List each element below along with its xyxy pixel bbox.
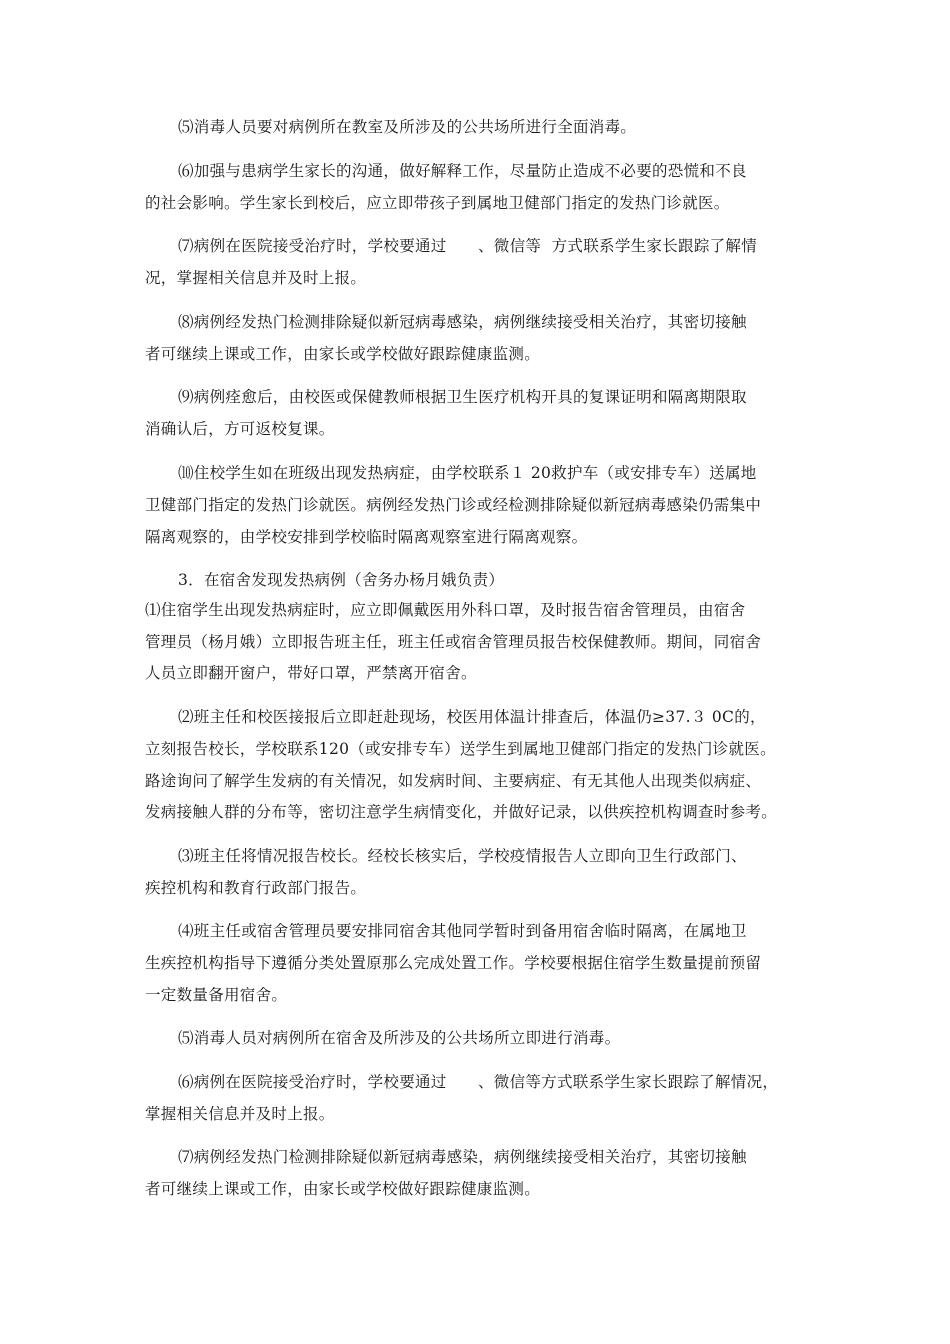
text-line: 疾控机构和教育行政部门报告。 — [145, 879, 367, 897]
text-line: 发病接触人群的分布等，密切注意学生病情变化，并做好记录，以供疾控机构调查时参考。 — [145, 803, 778, 821]
text-line: ⑸消毒人员对病例所在宿舍及所涉及的公共场所立即进行消毒。 — [178, 1029, 621, 1047]
text-line: 消确认后，方可返校复课。 — [145, 420, 335, 438]
text-line: ⑸消毒人员要对病例所在教室及所涉及的公共场所进行全面消毒。 — [178, 118, 637, 136]
text-line: ⑴住宿学生出现发热病症时，应立即佩戴医用外科口罩，及时报告宿舍管理员，由宿舍 — [145, 601, 746, 619]
text-line: 掌握相关信息并及时上报。 — [145, 1105, 335, 1123]
text-line: 生疾控机构指导下遵循分类处置原那么完成处置工作。学校要根据住宿学生数量提前预留 — [145, 954, 762, 972]
text-line: ⑹加强与患病学生家长的沟通，做好解释工作，尽量防止造成不必要的恐慌和不良 — [178, 162, 747, 180]
text-line: 者可继续上课或工作，由家长或学校做好跟踪健康监测。 — [145, 1180, 541, 1198]
text-line: 管理员（杨月娥）立即报告班主任，班主任或宿舍管理员报告校保健教师。期间，同宿舍 — [145, 633, 762, 651]
text-line: ⑺病例经发热门检测排除疑似新冠病毒感染，病例继续接受相关治疗，其密切接触 — [178, 1148, 747, 1166]
text-line: ⑽住校学生如在班级出现发热病症，由学校联系１ 20救护车（或安排专车）送属地 — [178, 464, 757, 482]
text-line: 3．在宿舍发现发热病例（舍务办杨月娥负责） — [178, 571, 505, 589]
text-line: ⑹病例在医院接受治疗时，学校要通过 、微信等方式联系学生家长跟踪了解情况， — [178, 1073, 779, 1091]
text-line: 隔离观察的，由学校安排到学校临时隔离观察室进行隔离观察。 — [145, 528, 588, 546]
text-line: 路途询问了解学生发病的有关情况，如发病时间、主要病症、有无其他人出现类似病症、 — [145, 772, 762, 790]
text-line: 况，掌握相关信息并及时上报。 — [145, 269, 367, 287]
text-line: ⑻病例经发热门检测排除疑似新冠病毒感染，病例继续接受相关治疗，其密切接触 — [178, 313, 747, 331]
text-line: 卫健部门指定的发热门诊就医。病例经发热门诊或经检测排除疑似新冠病毒感染仍需集中 — [145, 496, 762, 514]
text-line: ⑺病例在医院接受治疗时，学校要通过 、微信等 方式联系学生家长跟踪了解情 — [178, 237, 758, 255]
text-line: ⑶班主任将情况报告校长。经校长核实后，学校疫情报告人立即向卫生行政部门、 — [178, 847, 747, 865]
text-line: ⑵班主任和校医接报后立即赶赴现场，校医用体温计排查后，体温仍≥37.３ 0C的， — [178, 708, 766, 726]
text-line: 者可继续上课或工作，由家长或学校做好跟踪健康监测。 — [145, 345, 541, 363]
text-line: 的社会影响。学生家长到校后，应立即带孩子到属地卫健部门指定的发热门诊就医。 — [145, 194, 730, 212]
text-line: 一定数量备用宿舍。 — [145, 986, 288, 1004]
text-line: ⑷班主任或宿舍管理员要安排同宿舍其他同学暂时到备用宿舍临时隔离，在属地卫 — [178, 922, 747, 940]
text-line: 人员立即翻开窗户，带好口罩，严禁离开宿舍。 — [145, 664, 477, 682]
text-line: 立刻报告校长，学校联系120（或安排专车）送学生到属地卫健部门指定的发热门诊就医。 — [145, 740, 776, 758]
text-line: ⑼病例痊愈后，由校医或保健教师根据卫生医疗机构开具的复课证明和隔离期限取 — [178, 388, 747, 406]
